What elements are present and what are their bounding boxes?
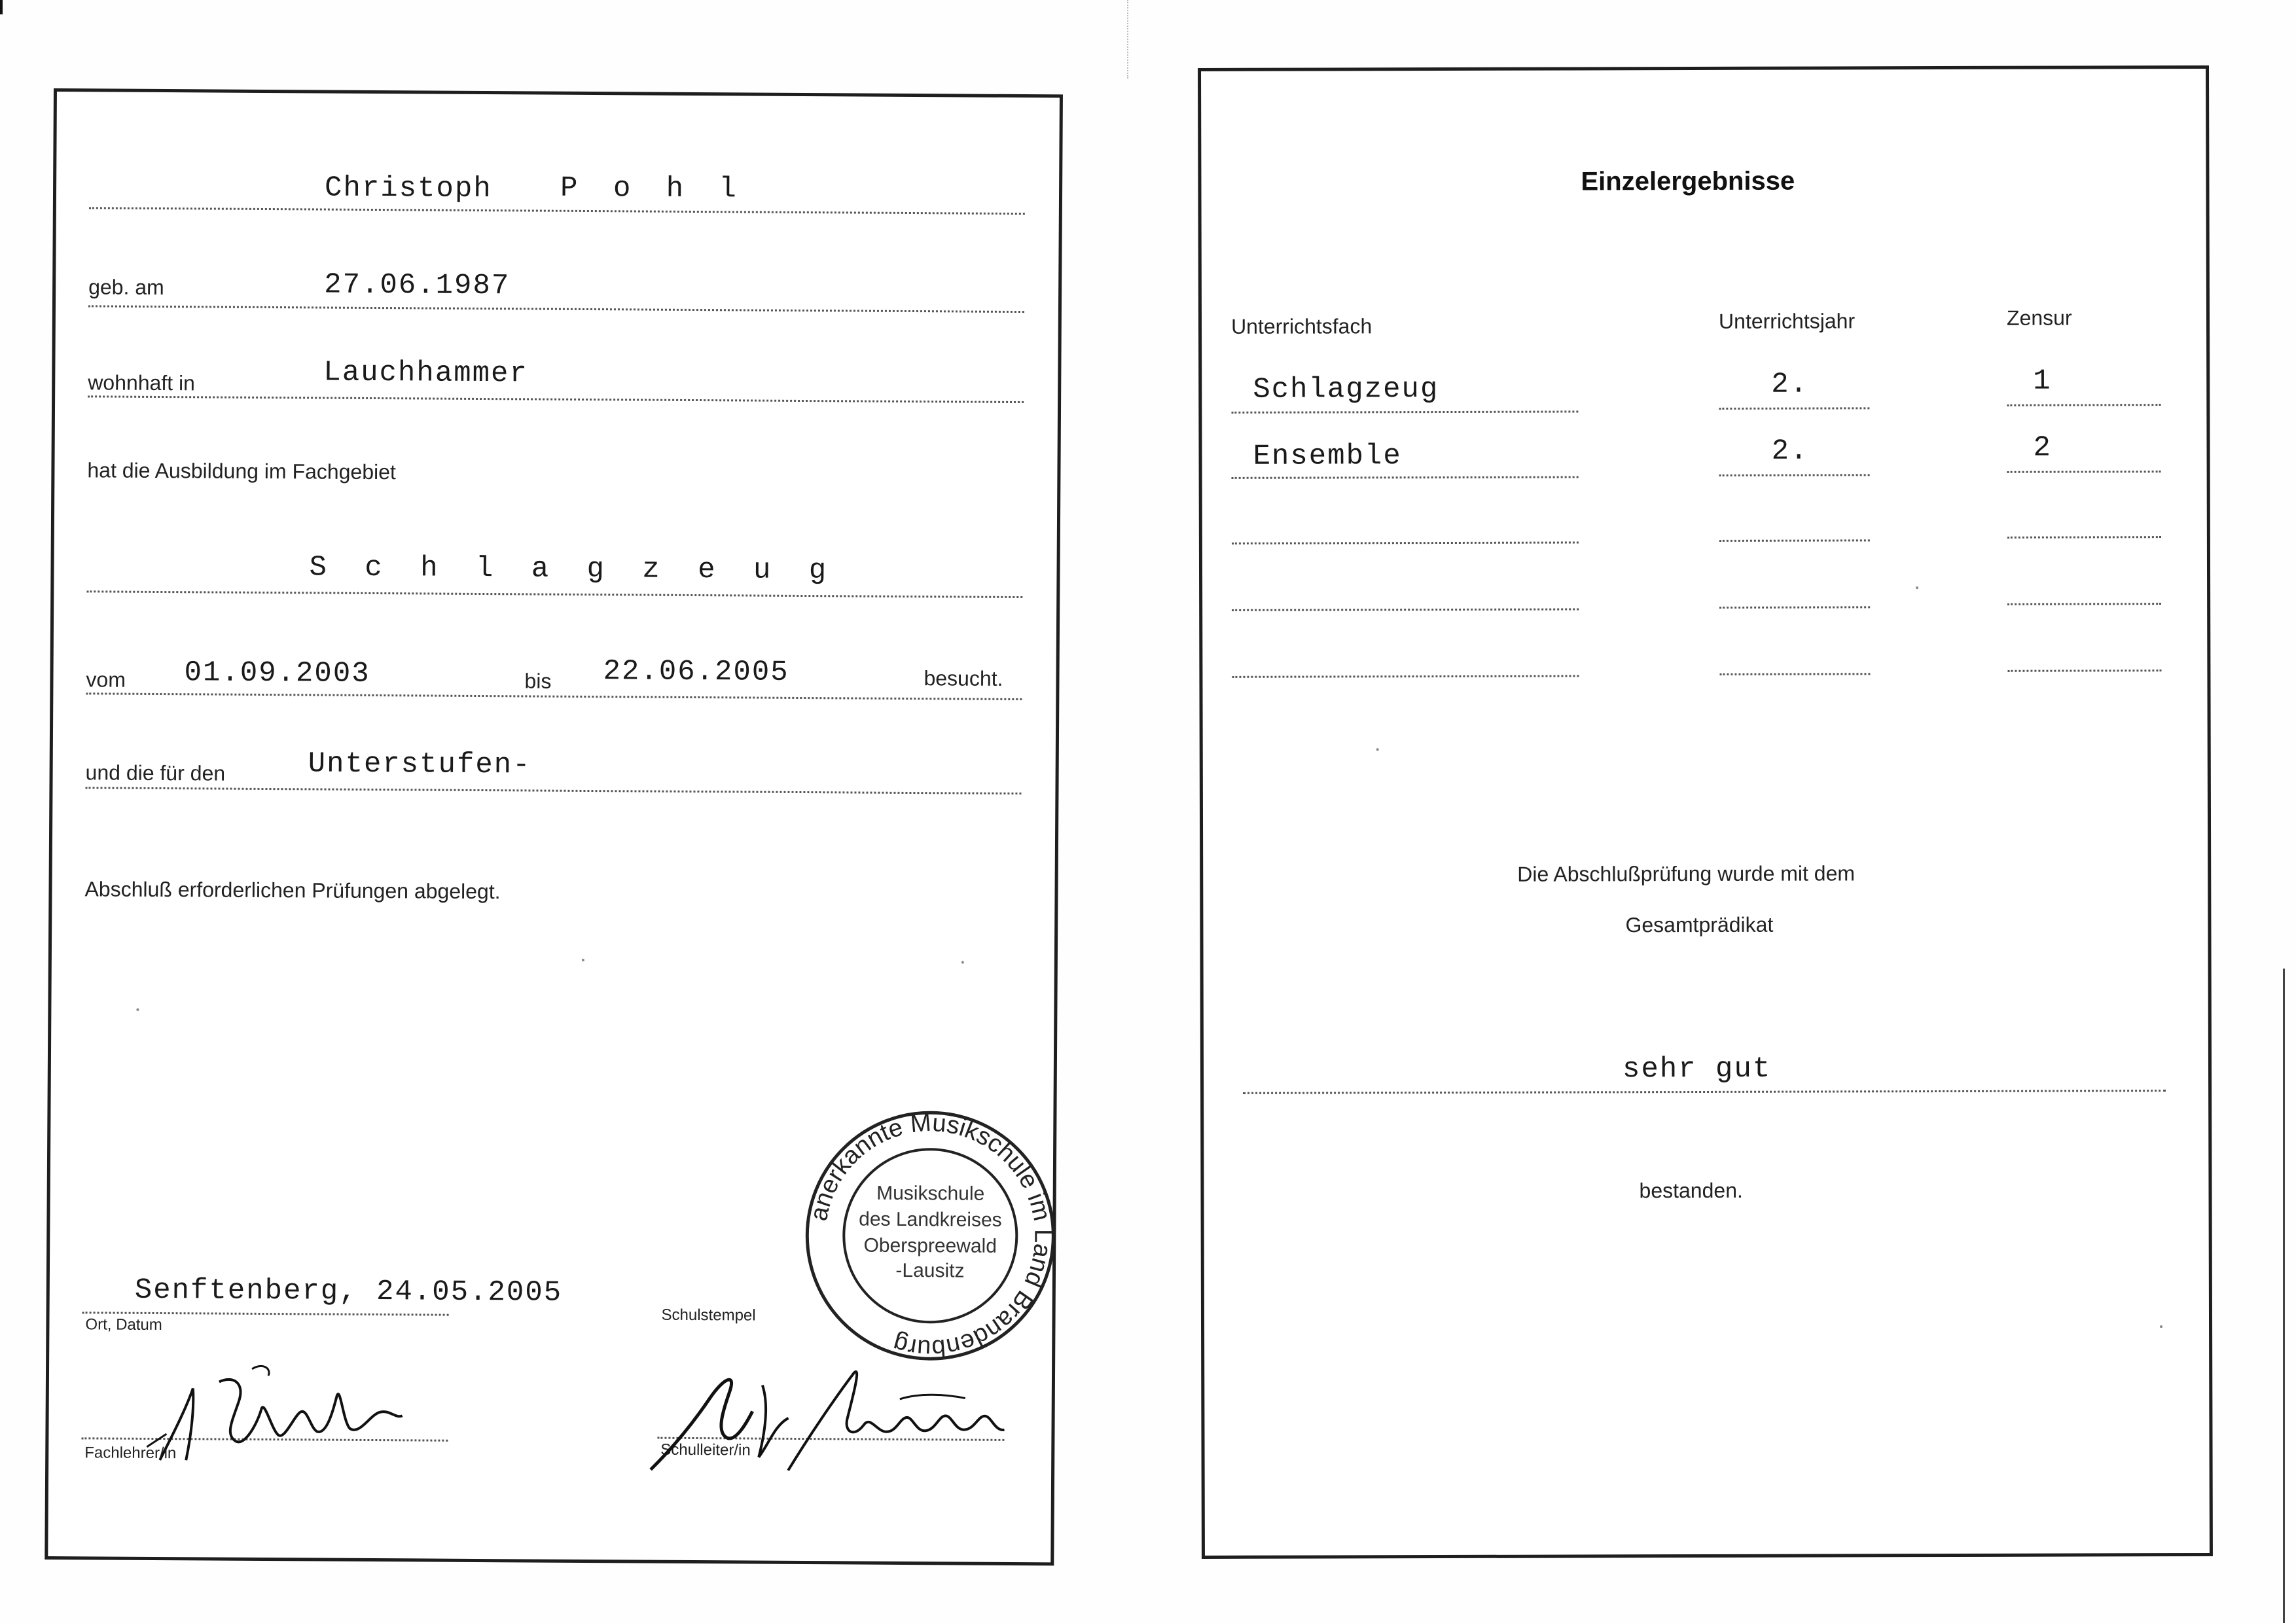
scan-edge-mark [0,0,3,14]
row-5-grade-line [2007,669,2161,672]
to-label: bis [524,669,552,693]
born-label: geb. am [88,275,164,300]
dates-line [86,692,1022,700]
final-line-2: Gesamtprädikat [1625,912,1774,937]
first-name: Christoph [324,171,492,206]
school-stamp [802,1107,1058,1364]
stamp-line-2: des Landkreises [859,1208,1002,1231]
fold-line [1127,0,1128,79]
principal-signature [637,1345,1044,1478]
teacher-signature [120,1355,461,1475]
right-page [1198,65,2213,1559]
level-value: Unterstufen- [308,747,531,782]
header-grade: Zensur [2006,306,2072,330]
row-1-year-line [1719,407,1869,410]
row-5-year-line [1719,673,1870,675]
row-2-year-line [1719,474,1870,476]
level-line [85,787,1021,794]
row-2-subject: Ensemble [1253,440,1402,473]
speck [961,961,964,963]
header-subject: Unterrichtsfach [1230,314,1372,338]
row-2-year: 2. [1771,435,1809,468]
header-year: Unterrichtsjahr [1718,309,1856,333]
overall-line [1243,1090,2166,1094]
row-1-subject: Schlagzeug [1253,373,1439,406]
row-4-grade-line [2007,603,2161,605]
speck [136,1008,139,1011]
speck [1916,586,1918,589]
attended-label: besucht. [924,666,1003,690]
speck [582,959,584,961]
row-3-subject-line [1232,541,1579,544]
row-3-year-line [1719,539,1870,542]
row-1-subject-line [1231,410,1578,413]
speck [1376,748,1379,751]
row-4-subject-line [1232,608,1579,611]
field-value: S c h l a g z e u g [309,551,837,588]
left-page [45,88,1063,1565]
row-2-grade: 2 [2033,431,2052,465]
field-line [86,590,1022,598]
for-label: und die für den [85,760,226,785]
place-date-label: Ort, Datum [85,1315,162,1334]
to-value: 22.06.2005 [603,655,789,689]
born-line [88,305,1024,313]
surname: P o h l [560,171,746,206]
results-title: Einzelergebnisse [1581,166,1795,196]
place-date-value: Senftenberg, 24.05.2005 [134,1274,563,1310]
residence-label: wohnhaft in [88,370,196,395]
place-date-line [82,1311,449,1315]
passed-label: bestanden. [1639,1178,1743,1203]
row-4-year-line [1719,606,1870,609]
row-1-grade: 1 [2033,365,2052,398]
row-5-subject-line [1232,675,1579,677]
stamp-line-4: -Lausitz [895,1259,965,1282]
stamp-outer-text: anerkannte Musikschule im Land Brandenburg [804,1109,1057,1363]
overall-grade: sehr gut [1622,1052,1772,1086]
from-label: vom [86,668,126,692]
speck [2160,1325,2162,1328]
residence-value: Lauchhammer [323,356,528,391]
row-2-grade-line [2007,471,2161,473]
scan-right-edge [2283,969,2285,1623]
row-2-subject-line [1232,476,1579,478]
principal-label: Schulleiter/in [660,1440,751,1459]
stamp-line-3: Oberspreewald [863,1234,997,1257]
residence-line [88,395,1024,403]
row-1-grade-line [2007,404,2161,406]
final-line-1: Die Abschlußprüfung wurde mit dem [1517,861,1856,886]
stamp-label: Schulstempel [661,1306,756,1325]
row-3-grade-line [2007,536,2161,539]
teacher-label: Fachlehrer/in [84,1444,177,1463]
exam-label: Abschluß erforderlichen Prüfungen abgelegt. [84,877,501,904]
row-1-year: 2. [1771,368,1809,401]
training-label: hat die Ausbildung im Fachgebiet [87,458,396,484]
name-line [89,207,1025,215]
stamp-line-1: Musikschule [876,1182,985,1205]
born-value: 27.06.1987 [324,268,511,303]
from-value: 01.09.2003 [184,656,370,690]
